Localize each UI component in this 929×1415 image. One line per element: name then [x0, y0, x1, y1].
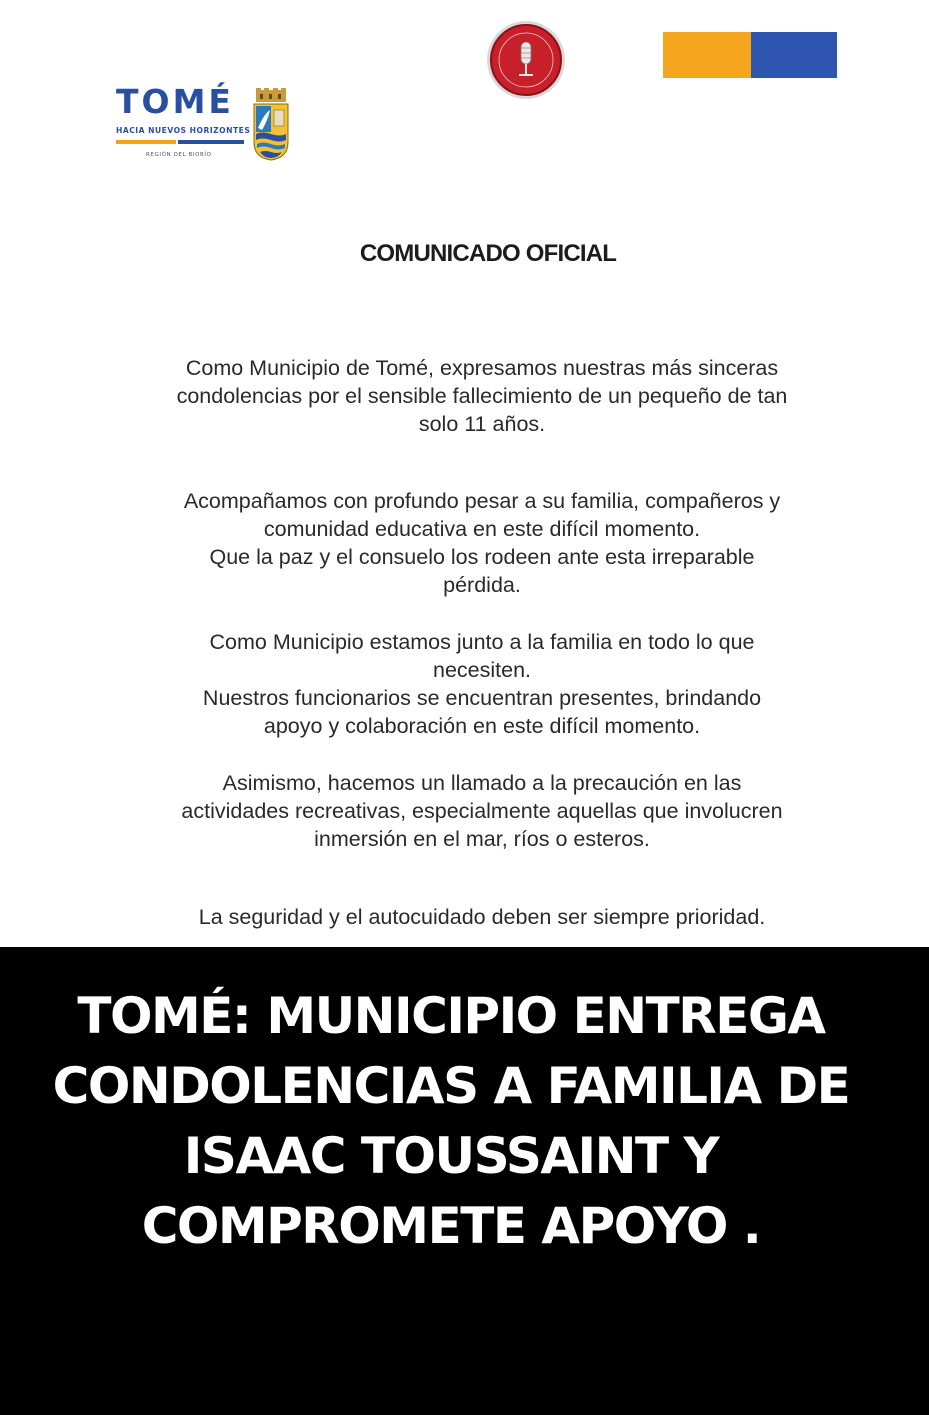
logo-tagline: HACIA NUEVOS HORIZONTES: [116, 126, 251, 135]
text-line: inmersión en el mar, ríos o esteros.: [314, 827, 650, 851]
municipality-logo: [114, 82, 299, 164]
logo-blue-bar: [178, 140, 244, 144]
text-line: solo 11 años.: [418, 412, 546, 436]
text-line: Nuestros funcionarios se encuentran presentes, brindando: [202, 686, 762, 710]
logo-region: REGIÓN DEL BIOBÍO: [146, 152, 212, 158]
logo-orange-bar: [116, 140, 176, 144]
text-line: actividades recreativas, especialmente aquellas que involucren: [181, 799, 783, 823]
text-line: apoyo y colaboración en este difícil momento.: [263, 714, 701, 738]
text-line: comunidad educativa en este difícil momento.: [263, 517, 701, 541]
text-line: Que la paz y el consuelo los rodeen ante esta irreparable: [209, 545, 755, 569]
text-line: condolencias por el sensible fallecimiento de un pequeño de tan: [176, 384, 788, 408]
paragraph-safety: [100, 903, 864, 931]
paragraph-precaution: [100, 769, 864, 853]
text-line: Como Municipio estamos junto a la familia en todo lo que: [209, 630, 755, 654]
headline-line: COMPROMETE APOYO .: [141, 1197, 761, 1255]
headline-caption-block: [0, 947, 929, 1415]
paragraph-condolences: [100, 354, 864, 438]
flag-blue-block: [751, 32, 837, 78]
headline-line: TOMÉ: MUNICIPIO ENTREGA: [77, 987, 825, 1045]
paragraph-municipal-support: [100, 628, 864, 740]
text-line: Asimismo, hacemos un llamado a la precaución en las: [222, 771, 742, 795]
text-line: La seguridad y el autocuidado deben ser siempre prioridad.: [198, 905, 766, 929]
headline-line: ISAAC TOUSSAINT Y: [183, 1127, 719, 1185]
logo-wordmark: TOMÉ: [116, 82, 234, 121]
document-title: COMUNICADO OFICIAL: [359, 240, 617, 267]
text-line: necesiten.: [432, 658, 531, 682]
paragraph-family-support: [100, 487, 864, 599]
text-line: pérdida.: [443, 573, 521, 597]
flag-orange-block: [663, 32, 751, 78]
text-line: Acompañamos con profundo pesar a su familia, compañeros y: [183, 489, 781, 513]
radio-station-logo-icon: [486, 20, 566, 100]
text-line: Como Municipio de Tomé, expresamos nuestras más sinceras: [185, 356, 779, 380]
headline-line: CONDOLENCIAS A FAMILIA DE: [52, 1057, 850, 1115]
coat-of-arms-icon: [252, 88, 290, 162]
headline-caption: [0, 981, 902, 1261]
